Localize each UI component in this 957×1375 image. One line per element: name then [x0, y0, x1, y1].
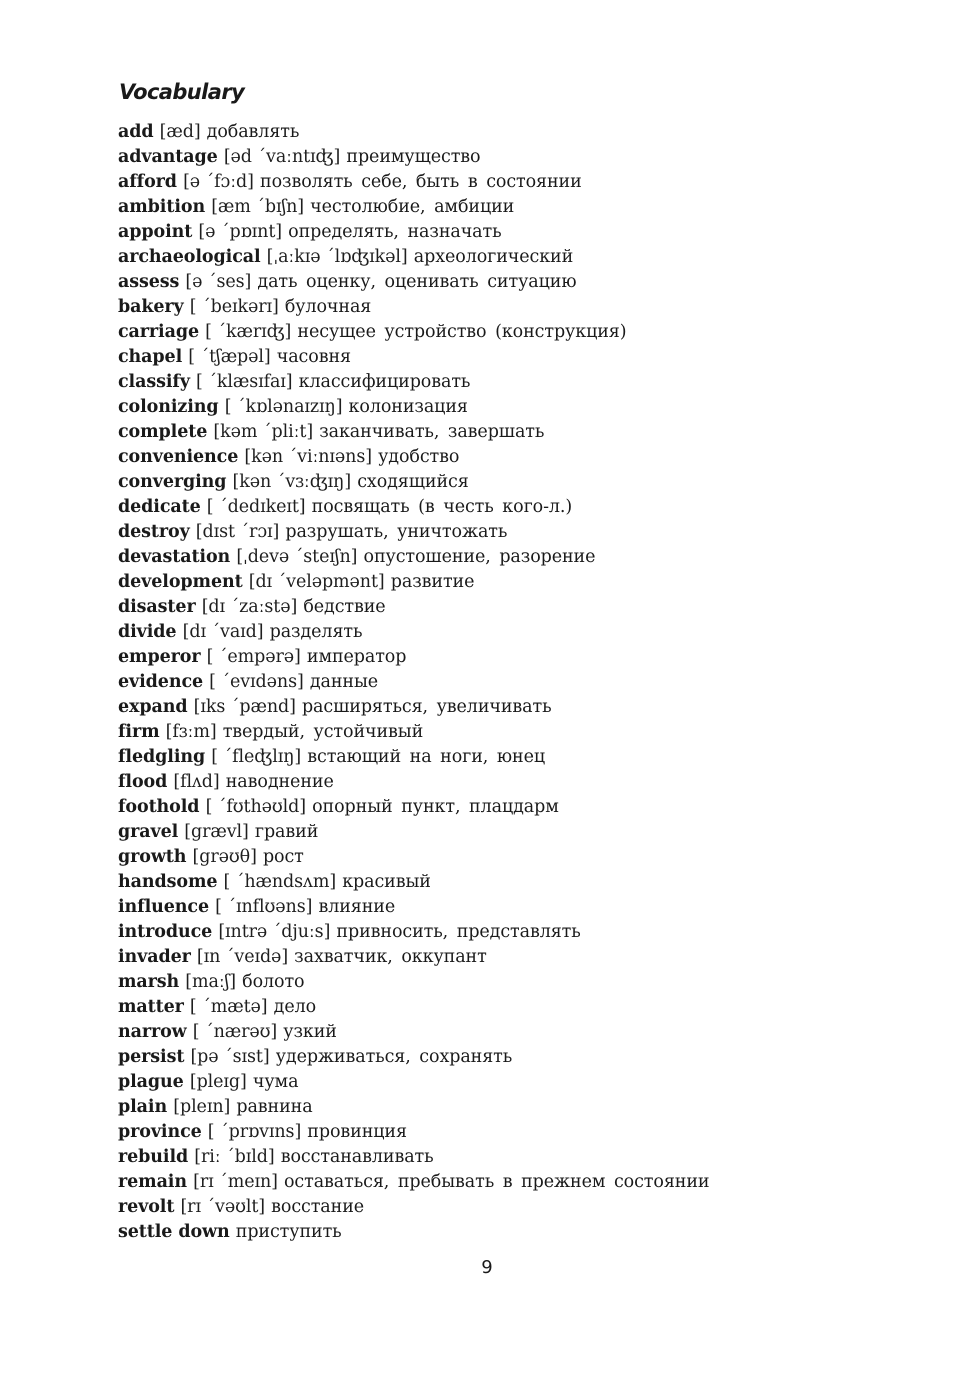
vocab-transcription: [ ˊnærəʊ] [192, 1022, 278, 1042]
vocab-entry [118, 820, 709, 845]
vocab-transcription: [riː ˊbɪld] [194, 1147, 275, 1167]
vocab-word: expand [118, 697, 188, 717]
vocab-transcription: [dɪ ˊveləpmənt] [248, 572, 385, 592]
vocab-transcription: [flʌd] [173, 772, 220, 792]
vocab-word: firm [118, 722, 160, 742]
vocab-transcription: [grəʊθ] [192, 847, 257, 867]
vocab-entry [118, 570, 709, 595]
vocab-entry [118, 320, 709, 345]
vocab-word: plain [118, 1097, 168, 1117]
vocab-word: rebuild [118, 1147, 189, 1167]
vocab-word: plague [118, 1072, 184, 1092]
vocab-meaning: сходящийся [357, 472, 469, 492]
vocab-entry [118, 1145, 709, 1170]
vocab-meaning: бедствие [303, 597, 386, 617]
vocabulary-list [118, 120, 709, 1245]
vocab-entry [118, 270, 709, 295]
vocab-meaning: восстание [271, 1197, 365, 1217]
vocab-transcription: [pleɪg] [189, 1072, 247, 1092]
vocab-meaning: узкий [283, 1022, 337, 1042]
vocab-entry [118, 295, 709, 320]
page-number: 9 [481, 1257, 493, 1278]
section-heading: Vocabulary [119, 80, 245, 104]
vocab-meaning: опорный пункт, плацдарм [312, 797, 559, 817]
vocab-transcription: [əd ˊvaːntɪʤ] [223, 147, 341, 167]
vocab-meaning: преимущество [346, 147, 481, 167]
vocab-word: archaeological [118, 247, 261, 267]
vocab-transcription: [ɪntrə ˊdjuːs] [218, 922, 331, 942]
vocab-word: divide [118, 622, 177, 642]
vocab-entry [118, 370, 709, 395]
vocab-entry [118, 470, 709, 495]
vocab-transcription: [dɪst ˊrɔɪ] [195, 522, 280, 542]
vocab-word: development [118, 572, 243, 592]
vocab-entry [118, 1095, 709, 1120]
vocab-transcription: [ɪks ˊpænd] [193, 697, 296, 717]
vocab-meaning: привносить, представлять [336, 922, 581, 942]
vocab-transcription: [maːʃ] [185, 972, 237, 992]
vocab-word: advantage [118, 147, 218, 167]
vocab-meaning: гравий [254, 822, 319, 842]
vocab-meaning: влияние [318, 897, 396, 917]
vocab-word: matter [118, 997, 184, 1017]
vocab-meaning: восстанавливать [280, 1147, 434, 1167]
vocab-meaning: император [306, 647, 407, 667]
vocab-transcription: [ˌdevə ˊsteɪʃn] [236, 547, 358, 567]
vocab-meaning: развитие [390, 572, 475, 592]
vocab-entry [118, 1070, 709, 1095]
vocab-word: gravel [118, 822, 179, 842]
vocab-entry [118, 920, 709, 945]
vocab-transcription: [ˌaːkɪə ˊlɒʤɪkəl] [266, 247, 408, 267]
vocab-transcription: [grævl] [184, 822, 249, 842]
vocab-transcription: [æm ˊbɪʃn] [211, 197, 305, 217]
vocab-word: evidence [118, 672, 204, 692]
vocab-word: disaster [118, 597, 196, 617]
vocab-meaning: красивый [342, 872, 431, 892]
vocab-entry [118, 420, 709, 445]
vocab-meaning: приступить [235, 1222, 342, 1242]
vocab-meaning: честолюбие, амбиции [310, 197, 515, 217]
vocab-entry [118, 145, 709, 170]
vocab-transcription: [fɜːm] [165, 722, 217, 742]
vocab-entry [118, 720, 709, 745]
vocab-meaning: дать оценку, оценивать ситуацию [257, 272, 577, 292]
vocab-transcription: [ə ˊfɔːd] [183, 172, 254, 192]
vocab-meaning: булочная [284, 297, 372, 317]
vocab-word: invader [118, 947, 191, 967]
vocab-transcription: [ ˊprɒvɪns] [207, 1122, 302, 1142]
vocab-entry [118, 895, 709, 920]
vocab-meaning: археологический [413, 247, 574, 267]
vocab-transcription: [pə ˊsɪst] [190, 1047, 270, 1067]
vocab-entry [118, 170, 709, 195]
vocab-entry [118, 395, 709, 420]
vocab-entry [118, 970, 709, 995]
vocab-word: classify [118, 372, 190, 392]
vocab-word: destroy [118, 522, 190, 542]
vocab-transcription: [dɪ ˊzaːstə] [201, 597, 298, 617]
vocab-entry [118, 995, 709, 1020]
vocab-entry [118, 645, 709, 670]
vocab-word: foothold [118, 797, 200, 817]
vocab-word: carriage [118, 322, 199, 342]
vocab-word: remain [118, 1172, 187, 1192]
vocab-entry [118, 620, 709, 645]
vocab-transcription: [ ˊempərə] [206, 647, 301, 667]
vocab-entry [118, 795, 709, 820]
vocab-transcription: [ ˊmætə] [189, 997, 268, 1017]
vocab-word: emperor [118, 647, 201, 667]
vocab-entry [118, 695, 709, 720]
vocab-meaning: добавлять [206, 122, 300, 142]
vocab-meaning: чума [252, 1072, 299, 1092]
vocab-transcription: [kən ˊvɜːʤɪŋ] [232, 472, 352, 492]
vocab-entry [118, 520, 709, 545]
vocab-transcription: [ ˊfʊthəʊld] [205, 797, 306, 817]
vocab-meaning: разделять [269, 622, 363, 642]
vocab-entry [118, 195, 709, 220]
vocab-transcription: [kəm ˊpliːt] [213, 422, 314, 442]
vocab-entry [118, 345, 709, 370]
vocab-transcription: [ ˊdedɪkeɪt] [206, 497, 306, 517]
vocab-transcription: [ ˊfleʤlɪŋ] [211, 747, 302, 767]
vocab-transcription: [ ˊkærɪʤ] [205, 322, 292, 342]
vocab-transcription: [ ˊklæsɪfaɪ] [196, 372, 293, 392]
vocab-word: afford [118, 172, 177, 192]
vocab-word: introduce [118, 922, 213, 942]
vocab-entry [118, 945, 709, 970]
vocab-word: devastation [118, 547, 231, 567]
vocab-entry [118, 1120, 709, 1145]
vocab-word: influence [118, 897, 210, 917]
vocab-meaning: оставаться, пребывать в прежнем состоянии [283, 1172, 710, 1192]
vocab-entry [118, 545, 709, 570]
vocab-transcription: [ə ˊpɒɪnt] [198, 222, 283, 242]
vocab-word: persist [118, 1047, 185, 1067]
vocab-meaning: встающий на ноги, юнец [307, 747, 545, 767]
vocab-word: revolt [118, 1197, 175, 1217]
vocab-word: dedicate [118, 497, 201, 517]
vocab-word: ambition [118, 197, 206, 217]
vocab-entry [118, 1045, 709, 1070]
vocab-entry [118, 595, 709, 620]
vocab-word: chapel [118, 347, 183, 367]
vocab-word: fledgling [118, 747, 206, 767]
vocab-word: complete [118, 422, 208, 442]
vocab-entry [118, 670, 709, 695]
vocab-word: flood [118, 772, 168, 792]
vocab-meaning: несущее устройство (конструкция) [297, 322, 627, 342]
vocab-meaning: данные [309, 672, 379, 692]
vocab-transcription: [ ˊkɒlənaɪzɪŋ] [224, 397, 343, 417]
vocab-meaning: равнина [236, 1097, 313, 1117]
vocab-meaning: классифицировать [298, 372, 471, 392]
vocab-transcription: [ɪn ˊveɪdə] [196, 947, 289, 967]
vocab-meaning: опустошение, разорение [363, 547, 596, 567]
vocab-entry [118, 245, 709, 270]
vocab-entry [118, 745, 709, 770]
vocab-meaning: посвящать (в честь кого-л.) [311, 497, 573, 517]
vocab-word: appoint [118, 222, 193, 242]
vocab-transcription: [pleɪn] [173, 1097, 231, 1117]
vocab-word: assess [118, 272, 180, 292]
vocab-entry [118, 1020, 709, 1045]
vocab-word: narrow [118, 1022, 187, 1042]
vocab-meaning: удобство [378, 447, 460, 467]
vocab-transcription: [ ˊbeɪkərɪ] [189, 297, 279, 317]
vocab-entry [118, 1220, 709, 1245]
vocab-meaning: часовня [276, 347, 351, 367]
vocab-word: converging [118, 472, 227, 492]
vocab-word: marsh [118, 972, 180, 992]
vocab-word: settle down [118, 1222, 230, 1242]
vocab-entry [118, 770, 709, 795]
vocab-transcription: [kən ˊviːnɪəns] [244, 447, 372, 467]
vocab-entry [118, 120, 709, 145]
vocab-meaning: разрушать, уничтожать [285, 522, 508, 542]
vocab-entry [118, 1195, 709, 1220]
vocab-meaning: колонизация [348, 397, 468, 417]
vocab-word: convenience [118, 447, 239, 467]
vocab-word: colonizing [118, 397, 219, 417]
vocab-transcription: [ ˊevɪdəns] [209, 672, 304, 692]
vocab-entry [118, 495, 709, 520]
vocab-entry [118, 870, 709, 895]
vocab-meaning: твердый, устойчивый [222, 722, 424, 742]
vocab-meaning: захватчик, оккупант [294, 947, 487, 967]
vocab-entry [118, 845, 709, 870]
vocab-entry [118, 220, 709, 245]
vocab-meaning: определять, назначать [288, 222, 502, 242]
vocab-word: bakery [118, 297, 184, 317]
vocab-transcription: [dɪ ˊvaɪd] [182, 622, 264, 642]
vocab-meaning: болото [242, 972, 305, 992]
vocab-meaning: дело [273, 997, 317, 1017]
vocab-transcription: [rɪ ˊmeɪn] [193, 1172, 278, 1192]
vocab-transcription: [ə ˊses] [185, 272, 252, 292]
vocab-meaning: расширяться, увеличивать [301, 697, 552, 717]
vocab-transcription: [rɪ ˊvəʊlt] [180, 1197, 266, 1217]
vocab-word: province [118, 1122, 202, 1142]
vocab-meaning: провинция [307, 1122, 407, 1142]
vocab-meaning: заканчивать, завершать [319, 422, 545, 442]
vocab-entry [118, 1170, 709, 1195]
vocab-word: handsome [118, 872, 218, 892]
vocab-word: growth [118, 847, 187, 867]
vocab-transcription: [æd] [159, 122, 201, 142]
vocab-transcription: [ ˊhændsʌm] [223, 872, 337, 892]
vocab-transcription: [ ˊɪnflʊəns] [215, 897, 313, 917]
vocab-meaning: рост [262, 847, 304, 867]
vocab-entry [118, 445, 709, 470]
vocab-meaning: позволять себе, быть в состоянии [260, 172, 582, 192]
vocab-meaning: наводнение [225, 772, 334, 792]
vocab-meaning: удерживаться, сохранять [275, 1047, 513, 1067]
vocab-word: add [118, 122, 154, 142]
vocab-transcription: [ ˊtʃæpəl] [188, 347, 271, 367]
